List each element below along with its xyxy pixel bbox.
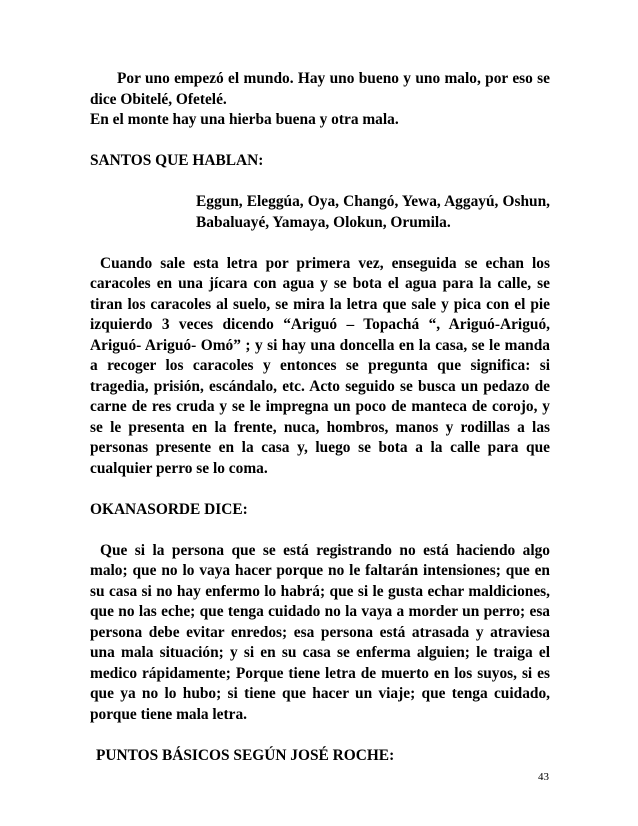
spacer — [90, 131, 550, 152]
intro-line-2: En el monte hay una hierba buena y otra mala. — [90, 111, 399, 128]
spacer — [90, 172, 550, 193]
santos-heading: SANTOS QUE HABLAN: — [90, 152, 264, 169]
letra-paragraph: Cuando sale esta letra por primera vez, enseguida se echan los caracoles en una jícara con agua y se bota el agua para la calle, se tiran los caracoles al suelo, se mira la letra que sale y pica con el pie izquierdo 3 veces dicendo “Ariguó – Topachá “, Ariguó-Ariguó, Ariguó- Ariguó- Omó” ; y si hay una doncella en la casa, se le manda a recoger los caracoles y entonces se pregunta que significa: si tragedia, prisión, escándalo, etc. Acto seguido se busca un pedazo de carne de res cruda y se le impregna un poco de manteca de corojo, y se le presenta en la frente, nuca, hombros, manos y rodillas a las personas presente en la casa y, luego se bota a la calle para que cualquier perro se lo coma. — [90, 254, 550, 477]
puntos-heading: PUNTOS BÁSICOS SEGÚN JOSÉ ROCHE: — [96, 746, 395, 764]
okanasorde-paragraph: Que si la persona que se está registrando no está haciendo algo malo; que no lo vaya hacer porque no le faltarán intensiones; que en su casa si no hay enfermo lo habrá; que si le gusta echar maldiciones, que no las eche; que tenga cuidado no la vaya a morder un perro; esa persona debe evitar enredos; esa persona está atrasada y atraviesa una mala situación; y si en su casa se enferma alguien; le traiga el medico rápidamente; Porque tiene letra de muerto en los suyos, si es que ya no lo hubo; si tiene que hacer un viaje; que tenga cuidado, porque tiene mala letra. — [90, 541, 550, 723]
spacer — [90, 479, 550, 500]
spacer — [90, 725, 550, 746]
intro-paragraph: Por uno empezó el mundo. Hay uno bueno y uno malo, por eso se dice Obitelé, Ofetelé. — [90, 70, 550, 108]
spacer — [90, 233, 550, 254]
okanasorde-heading: OKANASORDE DICE: — [90, 500, 248, 518]
spacer — [90, 520, 550, 541]
page-number: 43 — [538, 771, 549, 783]
santos-list: Eggun, Eleggúa, Oya, Changó, Yewa, Aggayú, Oshun, Babaluayé, Yamaya, Olokun, Orumila. — [196, 193, 550, 231]
document-page — [90, 69, 550, 766]
